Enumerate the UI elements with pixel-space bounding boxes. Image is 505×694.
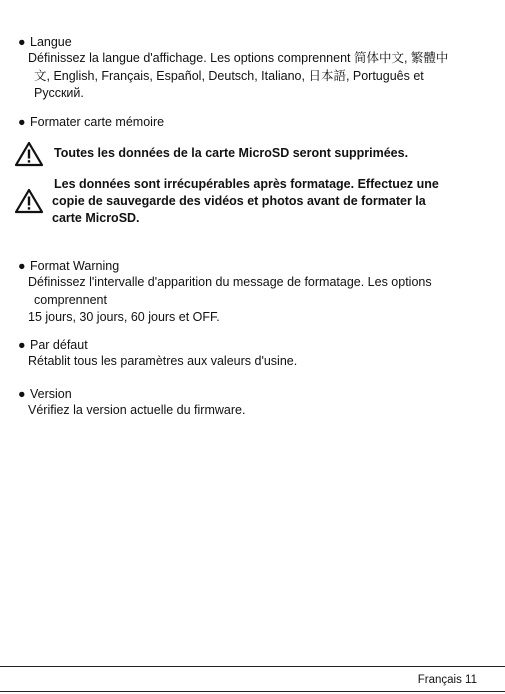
warning-triangle-icon [14, 188, 44, 214]
section-heading [18, 337, 488, 353]
bullet-icon: ● [18, 387, 26, 401]
section-formater [18, 114, 488, 130]
body-line: 15 jours, 30 jours, 60 jours et OFF. [28, 310, 220, 324]
section-heading [18, 114, 488, 130]
section-version [18, 386, 488, 420]
footer-top-rule [0, 666, 505, 667]
section-title: Version [30, 387, 72, 401]
section-title: Langue [30, 35, 72, 49]
section-heading [18, 258, 488, 274]
body-line: Rétablit tous les paramètres aux valeurs d'usine. [28, 354, 298, 368]
warning-text-line: carte MicroSD. [52, 211, 140, 225]
section-format-warning [18, 258, 488, 327]
section-heading [18, 34, 488, 50]
section-par-defaut [18, 337, 488, 371]
section-heading [18, 386, 488, 402]
section-title: Par défaut [30, 338, 88, 352]
bullet-icon: ● [18, 115, 26, 129]
section-langue [18, 34, 488, 103]
body-line: Vérifiez la version actuelle du firmware. [28, 403, 246, 417]
bullet-icon: ● [18, 259, 26, 273]
warning-text-line: copie de sauvegarde des vidéos et photos avant de formater la [52, 194, 426, 208]
body-line: 文, English, Français, Español, Deutsch, Italiano, 日本語, Português et [34, 68, 424, 83]
section-title: Format Warning [30, 259, 120, 273]
section-body [18, 353, 488, 371]
bullet-icon: ● [18, 35, 26, 49]
warning-text: Toutes les données de la carte MicroSD seront supprimées. [54, 146, 409, 160]
bullet-icon: ● [18, 338, 26, 352]
section-body [18, 50, 488, 103]
body-line: Définissez l'intervalle d'apparition du message de formatage. Les options [28, 275, 432, 289]
warning-text-line: Les données sont irrécupérables après formatage. Effectuez une [54, 177, 439, 191]
footer-bottom-rule [0, 691, 505, 692]
body-line: comprennent [34, 292, 107, 307]
body-line: Русский. [34, 86, 84, 100]
page-number: Français 11 [417, 674, 477, 686]
section-body [18, 402, 488, 420]
section-body [18, 274, 488, 327]
body-line: Définissez la langue d'affichage. Les options comprennent 简体中文, 繁體中 [28, 51, 449, 65]
warning-block-1 [14, 141, 484, 169]
warning-block-2 [14, 176, 484, 232]
section-title: Formater carte mémoire [30, 115, 165, 129]
warning-triangle-icon [14, 141, 44, 167]
